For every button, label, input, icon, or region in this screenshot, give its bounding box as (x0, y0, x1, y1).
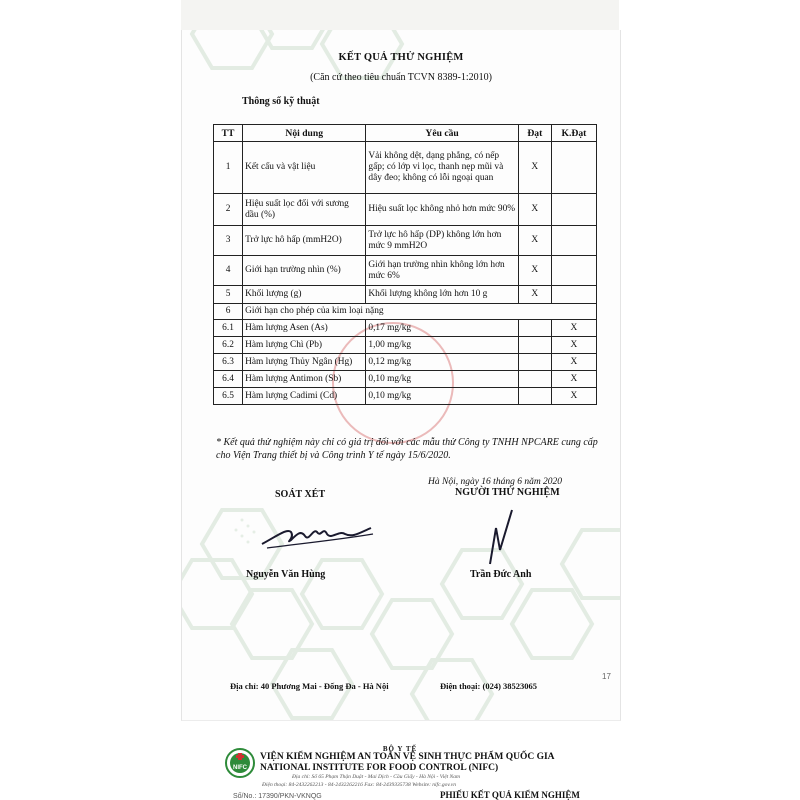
cell-kdat: X (551, 388, 596, 405)
cell-tt: 6.1 (214, 320, 243, 337)
tester-name: Trần Đức Anh (470, 569, 532, 580)
reviewer-label: SOÁT XÉT (275, 489, 326, 500)
cell-noidung: Hàm lượng Thủy Ngân (Hg) (243, 354, 366, 371)
table-header-row (214, 125, 597, 142)
cell-noidung: Hàm lượng Asen (As) (243, 320, 366, 337)
cell-noidung: Khối lượng (g) (243, 286, 366, 304)
reviewer-signature (257, 514, 377, 556)
reference-number: Số/No.: 17390/PKN-VKNQG (233, 793, 322, 800)
cell-noidung: Kết cấu và vật liệu (243, 142, 366, 194)
document-page (181, 30, 621, 721)
next-page-title: PHIẾU KẾT QUẢ KIỂM NGHIỆM (440, 790, 580, 800)
header-dat: Đạt (518, 125, 551, 142)
cell-dat: X (518, 286, 551, 304)
top-strip (181, 0, 619, 30)
institute-name-en: NATIONAL INSTITUTE FOR FOOD CONTROL (NIFC) (260, 763, 499, 773)
header-tt: TT (214, 125, 243, 142)
cell-dat (518, 320, 551, 337)
institute-address: Địa chỉ: Số 65 Phạm Thận Duật - Mai Dịch - Cầu Giấy - Hà Nội - Việt Nam (292, 774, 460, 780)
header-yeucau: Yêu cầu (366, 125, 518, 142)
cell-kdat: X (551, 337, 596, 354)
cell-tt: 6 (214, 304, 243, 320)
cell-dat (518, 354, 551, 371)
table-row (214, 388, 597, 405)
page-title: KẾT QUẢ THỬ NGHIỆM (338, 52, 464, 63)
cell-tt: 2 (214, 194, 243, 226)
table-row (214, 194, 597, 226)
cell-noidung: Trở lực hô hấp (mmH2O) (243, 226, 366, 256)
cell-kdat: X (551, 354, 596, 371)
cell-kdat (551, 194, 596, 226)
cell-yeucau: 0,12 mg/kg (366, 354, 518, 371)
logo-text: NIFC (233, 765, 247, 771)
cell-tt: 4 (214, 256, 243, 286)
table-row (214, 337, 597, 354)
institute-contact: Điện thoại: 84-2432262213 - 84-2432262216 Fax: 84-2439335738 Website: nifc.gov.vn (262, 782, 456, 788)
cell-tt: 6.5 (214, 388, 243, 405)
cell-dat: X (518, 226, 551, 256)
cell-tt: 6.4 (214, 371, 243, 388)
tester-signature (482, 506, 522, 568)
cell-noidung: Hàm lượng Chì (Pb) (243, 337, 366, 354)
reviewer-name: Nguyễn Văn Hùng (246, 569, 326, 580)
cell-yeucau: 0,10 mg/kg (366, 371, 518, 388)
cell-yeucau: Hiệu suất lọc không nhỏ hơn mức 90% (366, 194, 518, 226)
cell-dat: X (518, 142, 551, 194)
table-row (214, 286, 597, 304)
cell-kdat (551, 286, 596, 304)
header-kdat: K.Đạt (551, 125, 596, 142)
cell-yeucau: Trở lực hô hấp (DP) không lớn hơn mức 9 mmH2O (366, 226, 518, 256)
cell-kdat: X (551, 371, 596, 388)
cell-tt: 5 (214, 286, 243, 304)
cell-noidung: Hiệu suất lọc đối với sương dầu (%) (243, 194, 366, 226)
page-number: 17 (602, 672, 611, 681)
cell-kdat (551, 256, 596, 286)
cell-yeucau: 1,00 mg/kg (366, 337, 518, 354)
cell-dat (518, 337, 551, 354)
cell-noidung: Giới hạn trường nhìn (%) (243, 256, 366, 286)
table-row (214, 226, 597, 256)
nifc-logo (225, 748, 255, 778)
cell-dat (518, 371, 551, 388)
place-date: Hà Nội, ngày 16 tháng 6 năm 2020 (428, 477, 563, 487)
cell-yeucau: 0,17 mg/kg (366, 320, 518, 337)
cell-yeucau: 0,10 mg/kg (366, 388, 518, 405)
cell-yeucau: Giới hạn trường nhìn không lớn hơn mức 6% (366, 256, 518, 286)
result-note: * Kết quả thử nghiệm này chỉ có giá trị đối với các mẫu thử Công ty TNHH NPCARE cung cấp cho Viện Trang thiết bị và Công trình Y tế ngày 15/6/2020. (216, 437, 598, 461)
spec-table (213, 124, 597, 405)
table-row (214, 256, 597, 286)
cell-kdat (551, 226, 596, 256)
cell-tt: 6.3 (214, 354, 243, 371)
contact-phone: Điện thoại: (024) 38523065 (440, 681, 538, 691)
section-heading: Thông số kỹ thuật (242, 96, 320, 107)
table-group-row (214, 304, 597, 320)
cell-noidung: Hàm lượng Cadimi (Cd) (243, 388, 366, 405)
contact-address: Địa chỉ: 40 Phương Mai - Đống Đa - Hà Nội (230, 681, 389, 691)
cell-dat: X (518, 256, 551, 286)
cell-tt: 1 (214, 142, 243, 194)
cell-tt: 3 (214, 226, 243, 256)
cell-kdat (551, 142, 596, 194)
cell-dat: X (518, 194, 551, 226)
table-row (214, 371, 597, 388)
cell-noidung: Hàm lượng Antimon (Sb) (243, 371, 366, 388)
cell-yeucau: Khối lượng không lớn hơn 10 g (366, 286, 518, 304)
table-row (214, 320, 597, 337)
institute-name-vn: VIỆN KIỂM NGHIỆM AN TOÀN VỆ SINH THỰC PHẨM QUỐC GIA (260, 752, 555, 762)
cell-tt: 6.2 (214, 337, 243, 354)
page-subtitle: (Căn cứ theo tiêu chuẩn TCVN 8389-1:2010) (310, 72, 492, 83)
table-row (214, 142, 597, 194)
table-row (214, 354, 597, 371)
tester-label: NGƯỜI THỬ NGHIỆM (455, 487, 560, 498)
cell-dat (518, 388, 551, 405)
cell-kdat: X (551, 320, 596, 337)
ministry-label: BỘ Y TẾ (382, 745, 418, 753)
cell-yeucau: Vải không dệt, dạng phẳng, có nếp gấp; có lớp vi lọc, thanh nẹp mũi và dây đeo; không có lỗi ngoại quan (366, 142, 518, 194)
header-noidung: Nội dung (243, 125, 366, 142)
cell-noidung: Giới hạn cho phép của kim loại nặng (243, 304, 597, 320)
